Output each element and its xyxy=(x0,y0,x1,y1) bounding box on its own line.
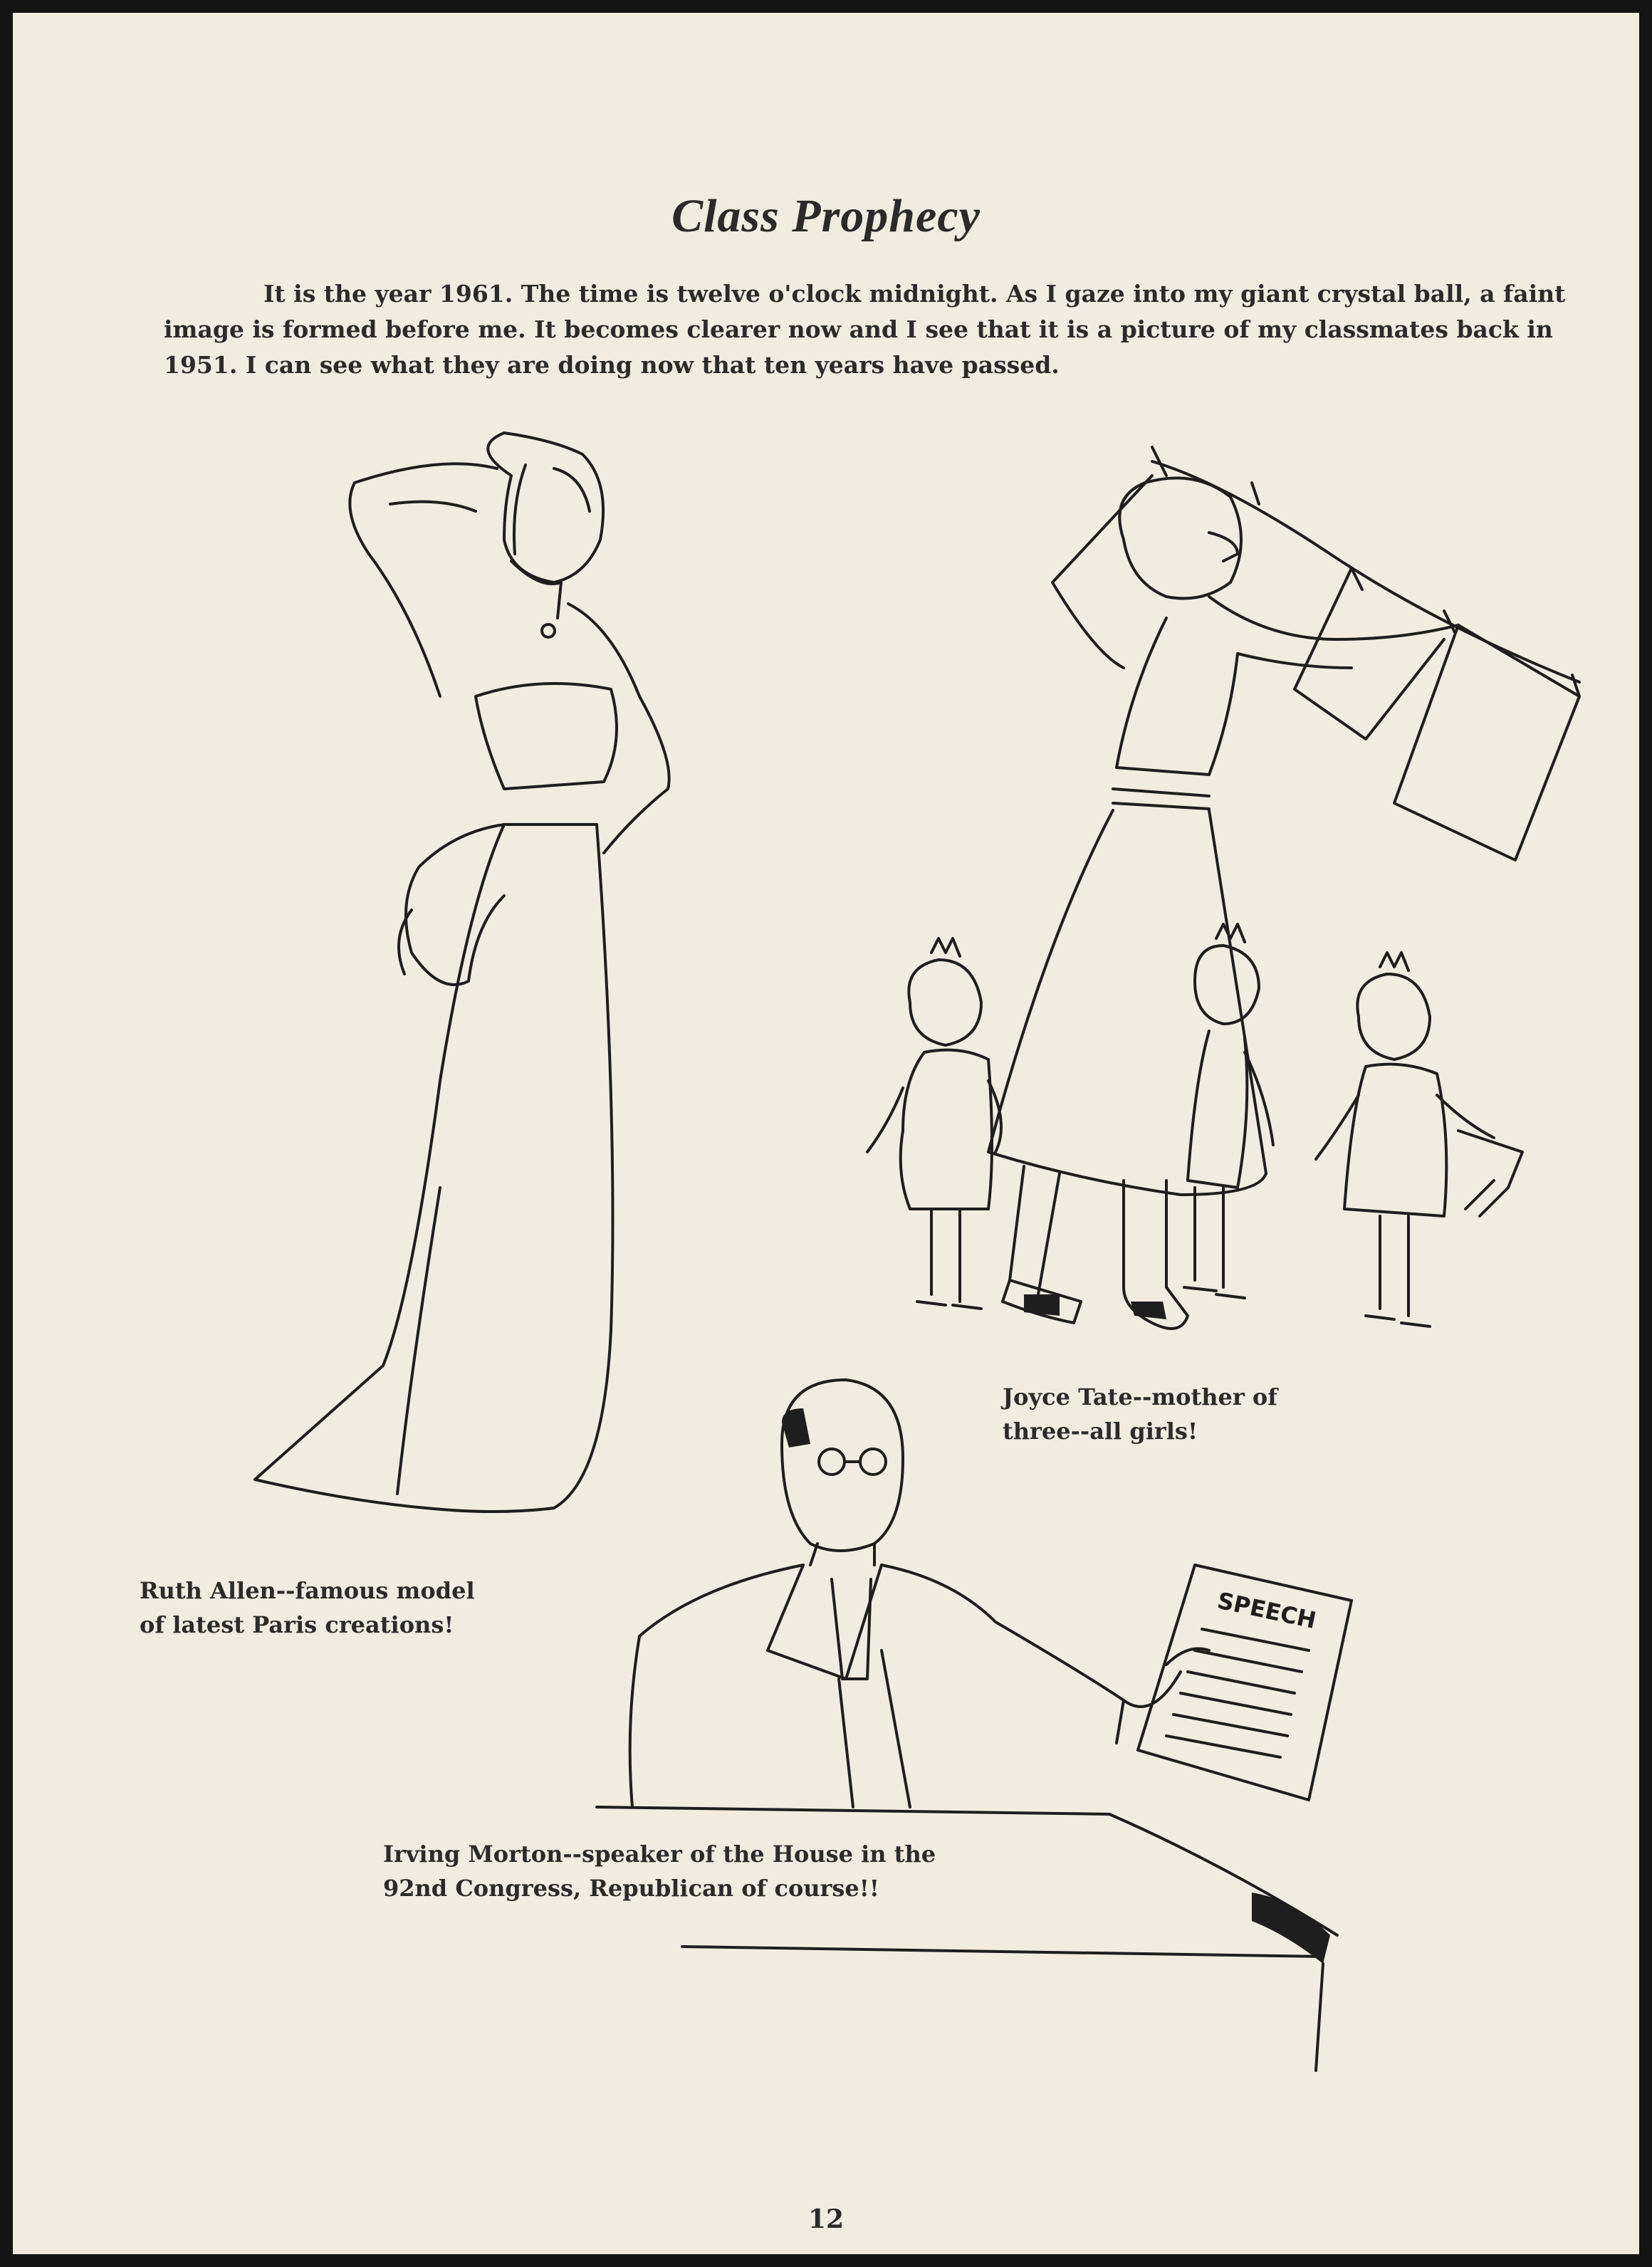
intro-text: It is the year 1961. The time is twelve o'clock midnight. As I gaze into my giant crystal ball, a faint image is formed before me. It becomes clearer now and I see that it is a picture of my classmates back in 1951. I can see what they are doing now that ten years have passed. xyxy=(164,280,1566,379)
three-girls-drawing xyxy=(867,924,1522,1326)
page-title: Class Prophecy xyxy=(671,190,981,242)
document-page xyxy=(13,13,1639,2254)
girl-right xyxy=(1316,953,1522,1326)
model-woman-drawing xyxy=(255,433,669,1512)
girl-middle xyxy=(1184,924,1273,1298)
mother-laundry-drawing xyxy=(988,447,1579,1329)
caption-irving-morton: Irving Morton--speaker of the House in the 92nd Congress, Republican of course!! xyxy=(383,1841,936,1902)
caption-joyce-tate: Joyce Tate--mother of three--all girls! xyxy=(1003,1383,1277,1445)
page-number: 12 xyxy=(807,2204,845,2234)
cartoon-illustrations xyxy=(13,13,1639,2254)
girl-left xyxy=(867,938,1001,1309)
caption-ruth-allen: Ruth Allen--famous model of latest Paris creations! xyxy=(140,1577,475,1638)
newspaper-heading: SPEECH xyxy=(1215,1586,1319,1635)
speaker-man-drawing xyxy=(597,1380,1352,2070)
